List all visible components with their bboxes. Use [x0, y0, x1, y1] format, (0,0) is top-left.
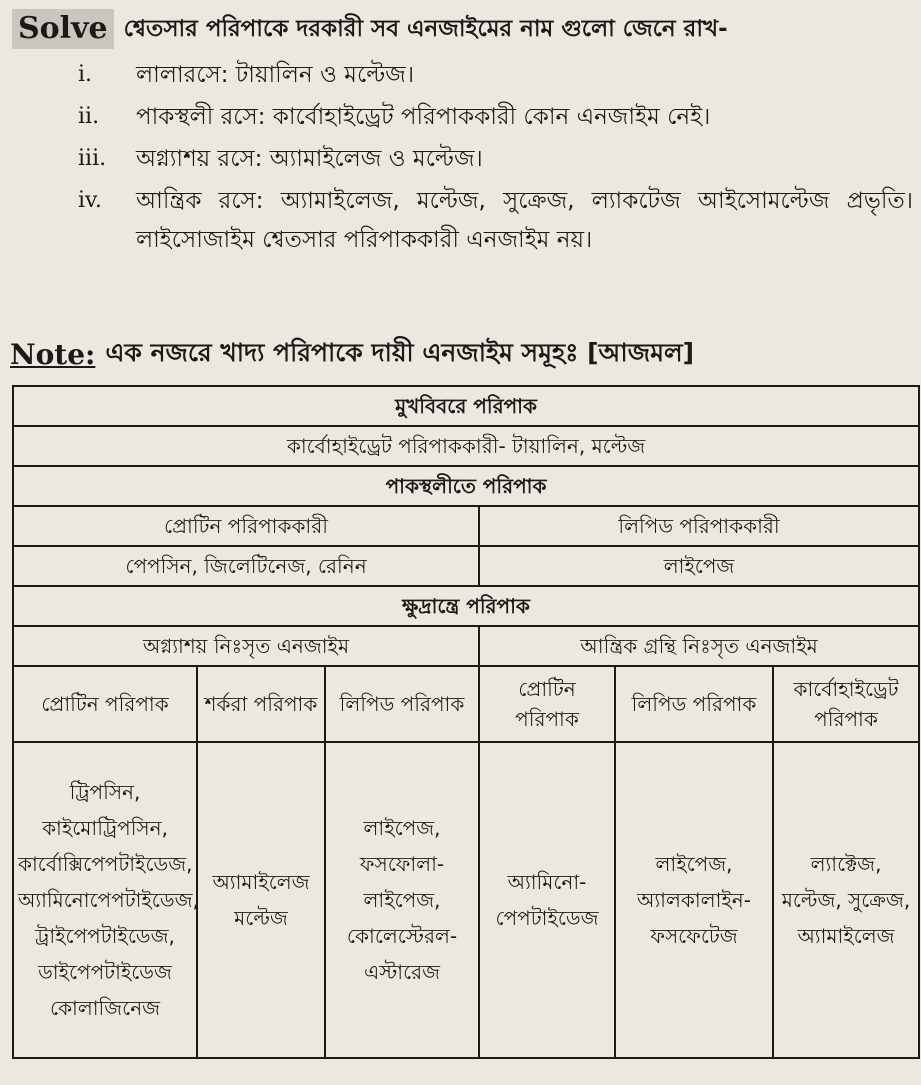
note-label: Note:	[10, 337, 96, 371]
stomach-protein-head: প্রোটিন পরিপাককারী	[13, 506, 479, 546]
solve-label: Solve	[12, 9, 114, 49]
list-number: i.	[78, 62, 93, 87]
table-cell: ল্যাক্টেজ, মল্টেজ, সুক্রেজ, অ্যামাইলেজ	[773, 742, 919, 1058]
note-heading	[10, 334, 915, 374]
list-item	[78, 98, 913, 136]
table-cell: অ্যামিনো-পেপটাইডেজ	[479, 742, 615, 1058]
stomach-lipid-enzymes: লাইপেজ	[479, 546, 919, 586]
column-header: প্রোটিন পরিপাক	[479, 666, 615, 742]
intestine-title: ক্ষুদ্রান্ত্রে পরিপাক	[13, 586, 919, 626]
mouth-title: মুখবিবরে পরিপাক	[13, 386, 919, 426]
solve-question: শ্বেতসার পরিপাকে দরকারী সব এনজাইমের নাম গুলো জেনে রাখ-	[123, 15, 728, 42]
list-item	[78, 182, 913, 260]
table-cell: লাইপেজ, অ্যালকালাইন-ফসফেটেজ	[615, 742, 773, 1058]
list-number: ii.	[78, 104, 100, 129]
column-header: শর্করা পরিপাক	[197, 666, 325, 742]
list-text: আন্ত্রিক রসে: অ্যামাইলেজ, মল্টেজ, সুক্রেজ, ল্যাকটেজ আইসোমল্টেজ প্রভৃতি। লাইসোজাইম শ্বেতসার পরিপাককারী এনজাইম নয়।	[136, 188, 913, 253]
intestinal-gland-head: আন্ত্রিক গ্রন্থি নিঃসৃত এনজাইম	[479, 626, 919, 666]
stomach-lipid-head: লিপিড পরিপাককারী	[479, 506, 919, 546]
list-item	[78, 140, 913, 178]
stomach-title: পাকস্থলীতে পরিপাক	[13, 466, 919, 506]
table-cell: ট্রিপসিন, কাইমোট্রিপসিন, কার্বোক্সিপেপটাইডেজ, অ্যামিনোপেপটাইডেজ, ট্রাইপেপটাইডেজ, ডাইপেপটাইডেজ কোলাজিনেজ	[13, 742, 197, 1058]
pancreas-head: অগ্ন্যাশয় নিঃসৃত এনজাইম	[13, 626, 479, 666]
enzyme-list	[78, 56, 913, 264]
column-header: কার্বোহাইড্রেট পরিপাক	[773, 666, 919, 742]
enzyme-table	[12, 385, 920, 1059]
column-header: লিপিড পরিপাক	[615, 666, 773, 742]
stomach-protein-enzymes: পেপসিন, জিলেটিনেজ, রেনিন	[13, 546, 479, 586]
table-cell: অ্যামাইলেজ মল্টেজ	[197, 742, 325, 1058]
list-number: iii.	[78, 146, 107, 171]
list-text: পাকস্থলী রসে: কার্বোহাইড্রেট পরিপাককারী কোন এনজাইম নেই।	[136, 104, 711, 130]
list-text: অগ্ন্যাশয় রসে: অ্যামাইলেজ ও মল্টেজ।	[136, 146, 483, 172]
column-header: লিপিড পরিপাক	[325, 666, 479, 742]
table-cell: লাইপেজ, ফসফোলা-লাইপেজ, কোলেস্টেরল-এস্টারেজ	[325, 742, 479, 1058]
mouth-carb-enzymes: কার্বোহাইড্রেট পরিপাককারী- টায়ালিন, মল্টেজ	[13, 426, 919, 466]
note-text: এক নজরে খাদ্য পরিপাকে দায়ী এনজাইম সমূহঃ [আজমল]	[105, 337, 695, 367]
list-number: iv.	[78, 188, 102, 213]
list-item	[78, 56, 913, 94]
solve-heading	[12, 6, 917, 52]
column-header: প্রোটিন পরিপাক	[13, 666, 197, 742]
list-text: লালারসে: টায়ালিন ও মল্টেজ।	[136, 62, 415, 88]
